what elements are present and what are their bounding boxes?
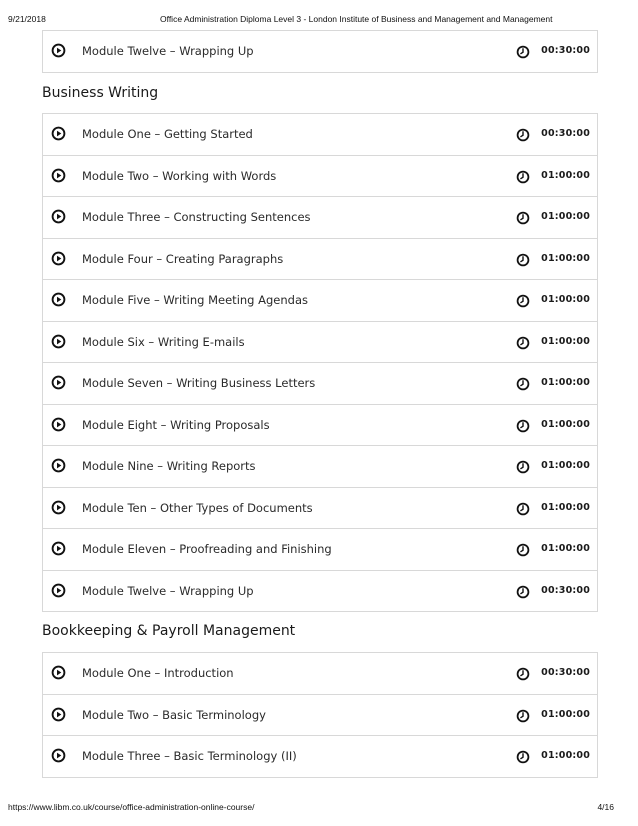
clock-icon	[516, 128, 530, 142]
page-number: 4/16	[597, 802, 614, 812]
play-circle-icon[interactable]	[51, 748, 66, 763]
play-circle-icon[interactable]	[51, 168, 66, 183]
play-circle-icon[interactable]	[51, 583, 66, 598]
lesson-duration: 01:00:00	[541, 169, 590, 181]
lesson-row[interactable]	[43, 446, 597, 488]
lesson-table-top	[42, 30, 598, 73]
clock-icon	[516, 750, 530, 764]
lesson-duration: 01:00:00	[541, 750, 590, 761]
clock-icon	[516, 667, 530, 681]
print-url: https://www.libm.co.uk/course/office-administration-online-course/	[8, 802, 255, 812]
lesson-row[interactable]	[43, 280, 597, 322]
clock-icon	[516, 253, 530, 267]
print-header	[0, 14, 638, 28]
lesson-title[interactable]: Module One – Getting Started	[82, 127, 253, 141]
lesson-row[interactable]	[43, 529, 597, 571]
play-circle-icon[interactable]	[51, 417, 66, 432]
lesson-row[interactable]	[43, 197, 597, 239]
clock-icon	[516, 170, 530, 184]
play-circle-icon[interactable]	[51, 500, 66, 515]
lesson-duration: 01:00:00	[541, 501, 590, 513]
lesson-row[interactable]	[43, 156, 597, 198]
lesson-duration: 00:30:00	[541, 128, 590, 139]
clock-icon	[516, 294, 530, 308]
lesson-row[interactable]	[43, 31, 597, 73]
lesson-title[interactable]: Module Two – Basic Terminology	[82, 707, 266, 722]
lesson-title[interactable]: Module Four – Creating Paragraphs	[82, 251, 284, 266]
play-circle-icon[interactable]	[51, 126, 66, 141]
play-circle-icon[interactable]	[51, 665, 66, 680]
clock-icon	[516, 419, 530, 433]
play-circle-icon[interactable]	[51, 43, 66, 58]
lesson-title[interactable]: Module Three – Constructing Sentences	[82, 210, 311, 224]
lesson-row[interactable]	[43, 695, 597, 737]
print-document-title: Office Administration Diploma Level 3 - London Institute of Business and Management and Management	[160, 14, 553, 24]
print-footer	[0, 802, 638, 816]
lesson-row[interactable]	[43, 736, 597, 778]
lesson-title[interactable]: Module Two – Working with Words	[82, 168, 277, 183]
play-circle-icon[interactable]	[51, 707, 66, 722]
clock-icon	[516, 460, 530, 474]
lesson-duration: 01:00:00	[541, 460, 590, 471]
lesson-row[interactable]	[43, 488, 597, 530]
play-circle-icon[interactable]	[51, 209, 66, 224]
play-circle-icon[interactable]	[51, 375, 66, 390]
lesson-table-business-writing	[42, 113, 598, 612]
lesson-title[interactable]: Module Three – Basic Terminology (II)	[82, 749, 297, 763]
lesson-duration: 00:30:00	[541, 667, 590, 678]
lesson-duration: 01:00:00	[541, 335, 590, 347]
lesson-row[interactable]	[43, 405, 597, 447]
lesson-row[interactable]	[43, 322, 597, 364]
lesson-duration: 01:00:00	[541, 211, 590, 222]
print-date: 9/21/2018	[8, 14, 46, 24]
clock-icon	[516, 543, 530, 557]
lesson-row[interactable]	[43, 239, 597, 281]
clock-icon	[516, 502, 530, 516]
lesson-duration: 01:00:00	[541, 377, 590, 388]
play-circle-icon[interactable]	[51, 292, 66, 307]
lesson-title[interactable]: Module Eleven – Proofreading and Finishing	[82, 542, 332, 556]
clock-icon	[516, 211, 530, 225]
lesson-title[interactable]: Module Twelve – Wrapping Up	[82, 583, 254, 598]
lesson-duration: 01:00:00	[541, 708, 590, 720]
clock-icon	[516, 377, 530, 391]
lesson-title[interactable]: Module Nine – Writing Reports	[82, 459, 256, 473]
play-circle-icon[interactable]	[51, 251, 66, 266]
lesson-row[interactable]	[43, 114, 597, 156]
lesson-duration: 01:00:00	[541, 252, 590, 264]
lesson-row[interactable]	[43, 653, 597, 695]
lesson-table-bookkeeping	[42, 652, 598, 778]
lesson-duration: 01:00:00	[541, 294, 590, 305]
lesson-title[interactable]: Module Six – Writing E-mails	[82, 334, 245, 349]
lesson-title[interactable]: Module Ten – Other Types of Documents	[82, 500, 313, 515]
lesson-duration: 01:00:00	[541, 543, 590, 554]
lesson-duration: 01:00:00	[541, 418, 590, 430]
lesson-row[interactable]	[43, 571, 597, 613]
clock-icon	[516, 336, 530, 350]
play-circle-icon[interactable]	[51, 458, 66, 473]
clock-icon	[516, 709, 530, 723]
lesson-title[interactable]: Module Eight – Writing Proposals	[82, 417, 270, 432]
clock-icon	[516, 585, 530, 599]
lesson-title[interactable]: Module Twelve – Wrapping Up	[82, 44, 254, 58]
lesson-title[interactable]: Module Five – Writing Meeting Agendas	[82, 293, 309, 307]
play-circle-icon[interactable]	[51, 334, 66, 349]
section-heading-business-writing: Business Writing	[42, 85, 159, 101]
clock-icon	[516, 45, 530, 59]
section-heading-bookkeeping: Bookkeeping & Payroll Management	[42, 623, 296, 639]
lesson-title[interactable]: Module One – Introduction	[82, 666, 234, 680]
lesson-title[interactable]: Module Seven – Writing Business Letters	[82, 376, 316, 390]
lesson-duration: 00:30:00	[541, 584, 590, 596]
lesson-row[interactable]	[43, 363, 597, 405]
play-circle-icon[interactable]	[51, 541, 66, 556]
lesson-duration: 00:30:00	[541, 45, 590, 56]
